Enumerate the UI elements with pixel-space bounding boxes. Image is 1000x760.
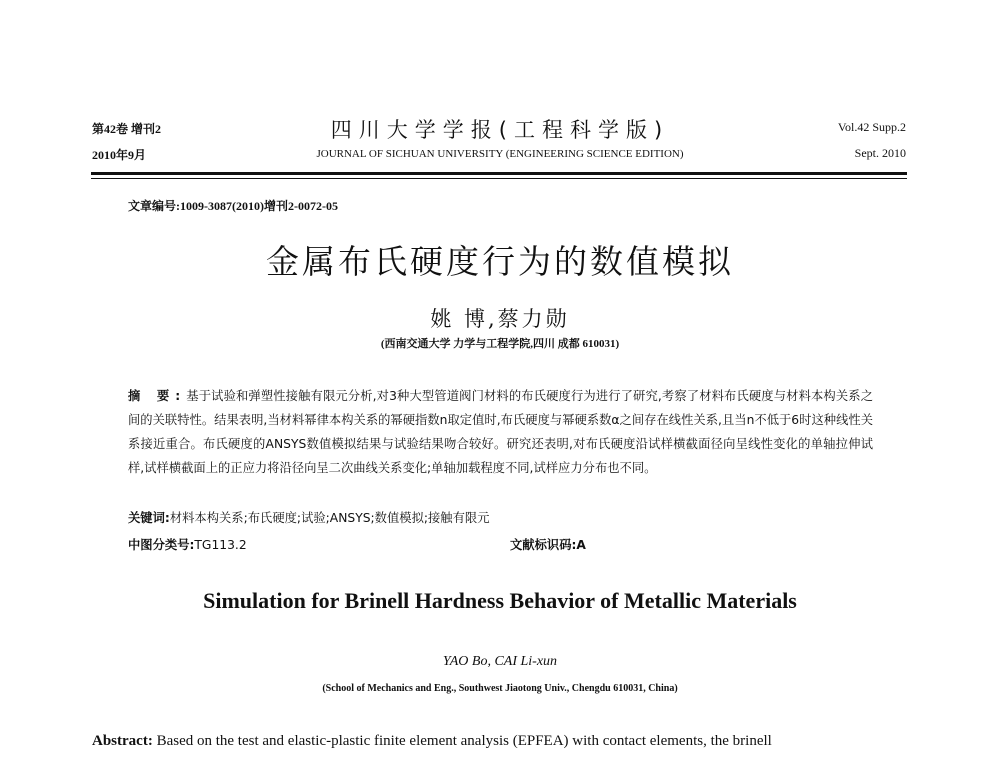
volume-issue-cn: 第42卷 增刊2: [92, 122, 162, 136]
affiliation-cn: (西南交通大学 力学与工程学院,四川 成都 610031): [380, 338, 620, 350]
abstract-cn-text: 基于试验和弹塑性接触有限元分析,对3种大型管道阀门材料的布氏硬度行为进行了研究,考察了材料布氏硬度与材料本构关系之间的关联特性。结果表明,当材料幂律本构关系的幂硬指数n取定值时,布氏硬度与幂硬系数α之间存在线性关系,且当n不低于6时这种线性关系接近重合。布氏硬度的ANSYS数值模拟结果与试验结果吻合较好。研究还表明,对布氏硬度沿试样横截面径向呈线性变化的单轴拉伸试样,试样横截面上的正应力将沿径向呈二次曲线关系变化;单轴加载程度不同,试样应力分布也不同。: [128, 389, 873, 475]
affiliation-en: (School of Mechanics and Eng., Southwest Jiaotong Univ., Chengdu 610031, China): [322, 683, 678, 694]
date-en: Sept. 2010: [854, 146, 906, 160]
paper-title-en: Simulation for Brinell Hardness Behavior of Metallic Materials: [203, 588, 797, 613]
authors-cn: 姚 博,蔡力勋: [430, 307, 570, 331]
journal-title-cn: 四川大学学报(工程科学版): [330, 118, 670, 142]
article-number: 文章编号:1009-3087(2010)增刊2-0072-05: [128, 199, 338, 213]
classification-text: TG113.2: [194, 538, 247, 552]
journal-title-en: JOURNAL OF SICHUAN UNIVERSITY (ENGINEERING SCIENCE EDITION): [316, 148, 684, 160]
abstract-en-label: Abstract:: [92, 733, 153, 749]
classification-label: 中图分类号:: [128, 538, 195, 552]
abstract-en: [92, 728, 908, 754]
keywords-text: 材料本构关系;布氏硬度;试验;ANSYS;数值模拟;接触有限元: [169, 511, 490, 525]
document-code-label: 文献标识码:: [510, 538, 577, 552]
document-code-text: A: [576, 538, 586, 552]
header-rule-thin: [91, 178, 907, 179]
date-cn: 2010年9月: [92, 148, 147, 162]
abstract-cn: [128, 384, 873, 480]
keywords-label: 关键词:: [128, 511, 170, 525]
volume-issue-en: Vol.42 Supp.2: [837, 120, 906, 134]
abstract-cn-label: 摘 要:: [128, 389, 187, 403]
keywords: [128, 508, 490, 526]
classification-number: [128, 535, 247, 553]
abstract-en-text: Based on the test and elastic-plastic finite element analysis (EPFEA) with contact elements, the brinell: [152, 733, 772, 749]
document-code: [510, 535, 586, 553]
paper-title-cn: 金属布氏硬度行为的数值模拟: [266, 242, 734, 281]
header-rule-thick: [91, 172, 907, 175]
authors-en: YAO Bo, CAI Li-xun: [442, 654, 558, 669]
